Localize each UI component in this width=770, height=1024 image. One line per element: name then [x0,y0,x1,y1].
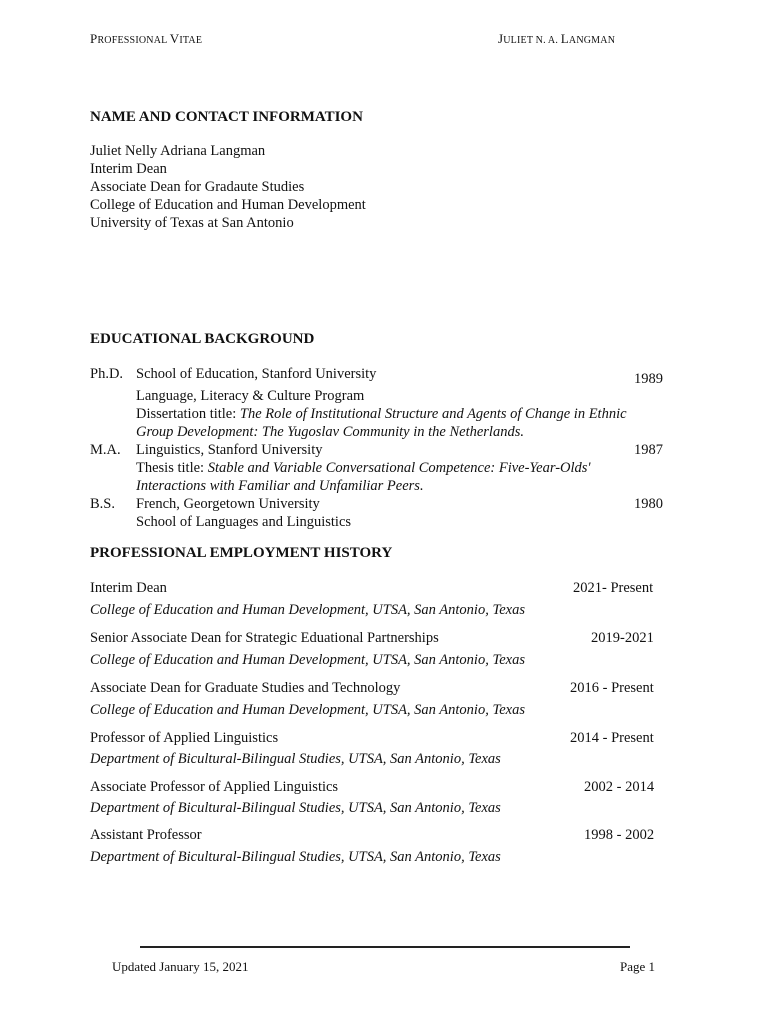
phd-degree: Ph.D. [90,366,124,382]
header-right-rest1: ULIET N. A. [503,35,561,46]
contact-position: Associate Dean for Gradaute Studies [90,179,305,195]
employment-org: College of Education and Human Development, UTSA, San Antonio, Texas [90,702,525,718]
header-left-cap2: V [169,31,180,46]
bs-school-detail: School of Languages and Linguistics [136,514,352,530]
employment-years: 2016 - Present [570,680,654,696]
contact-name: Juliet Nelly Adriana Langman [90,143,266,159]
phd-dissertation-line1 [136,406,627,423]
ma-thesis-line1 [136,460,591,477]
footer-updated: Updated January 15, 2021 [112,959,249,974]
header-right-cap1: J [498,31,504,46]
header-right-cap2: L [560,31,569,46]
employment-org: Department of Bicultural-Bilingual Studies, UTSA, San Antonio, Texas [90,849,501,865]
ma-thesis-title-2: Interactions with Familiar and Unfamiliar Peers. [136,478,424,494]
phd-dissertation-title-2: Group Development: The Yugoslav Community in the Netherlands. [136,424,524,440]
running-header-left [90,31,202,47]
contact-heading: NAME AND CONTACT INFORMATION [90,109,363,125]
employment-org: Department of Bicultural-Bilingual Studies, UTSA, San Antonio, Texas [90,751,501,767]
employment-title: Associate Dean for Graduate Studies and Technology [90,680,401,696]
contact-college: College of Education and Human Development [90,197,366,213]
employment-years: 2019-2021 [591,630,654,646]
phd-program: Language, Literacy & Culture Program [136,388,365,404]
header-left-rest2: ITAE [179,35,203,46]
employment-title: Interim Dean [90,580,167,596]
employment-title: Assistant Professor [90,827,202,843]
employment-title: Professor of Applied Linguistics [90,730,279,746]
bs-school: French, Georgetown University [136,496,320,512]
employment-org: College of Education and Human Development, UTSA, San Antonio, Texas [90,652,525,668]
header-left-cap1: P [90,31,98,46]
header-right-rest2: ANGMAN [568,35,616,46]
ma-thesis-title-1: Stable and Variable Conversational Competence: Five-Year-Olds' [207,460,591,476]
employment-org: College of Education and Human Development, UTSA, San Antonio, Texas [90,602,525,618]
employment-years: 2002 - 2014 [584,779,655,795]
phd-dissertation-label: Dissertation title: [136,406,240,422]
contact-title: Interim Dean [90,161,167,177]
education-heading: EDUCATIONAL BACKGROUND [90,331,315,347]
ma-school: Linguistics, Stanford University [136,442,323,458]
employment-years: 1998 - 2002 [584,827,655,843]
bs-degree: B.S. [90,496,115,512]
employment-years: 2014 - Present [570,730,654,746]
phd-dissertation-title-1: The Role of Institutional Structure and Agents of Change in Ethnic [239,406,627,422]
employment-heading: PROFESSIONAL EMPLOYMENT HISTORY [90,545,393,561]
employment-title: Senior Associate Dean for Strategic Edu​ational Partnerships [90,630,439,646]
phd-year: 1989 [634,371,663,387]
employment-org: Department of Bicultural-Bilingual Studies, UTSA, San Antonio, Texas [90,800,501,816]
phd-school: School of Education, Stanford University [136,366,377,382]
running-header-right [498,31,615,47]
ma-year: 1987 [634,442,663,458]
footer-rule [140,946,630,948]
bs-year: 1980 [634,496,663,512]
contact-university: University of Texas at San Antonio [90,215,294,231]
employment-years: 2021- Present [573,580,654,596]
footer-page-number: Page 1 [620,959,656,974]
ma-degree: M.A. [90,442,121,458]
header-left-rest1: ROFESSIONAL [97,35,170,46]
ma-thesis-label: Thesis title: [136,460,208,476]
employment-title: Associate Professor of Applied Linguistics [90,779,339,795]
